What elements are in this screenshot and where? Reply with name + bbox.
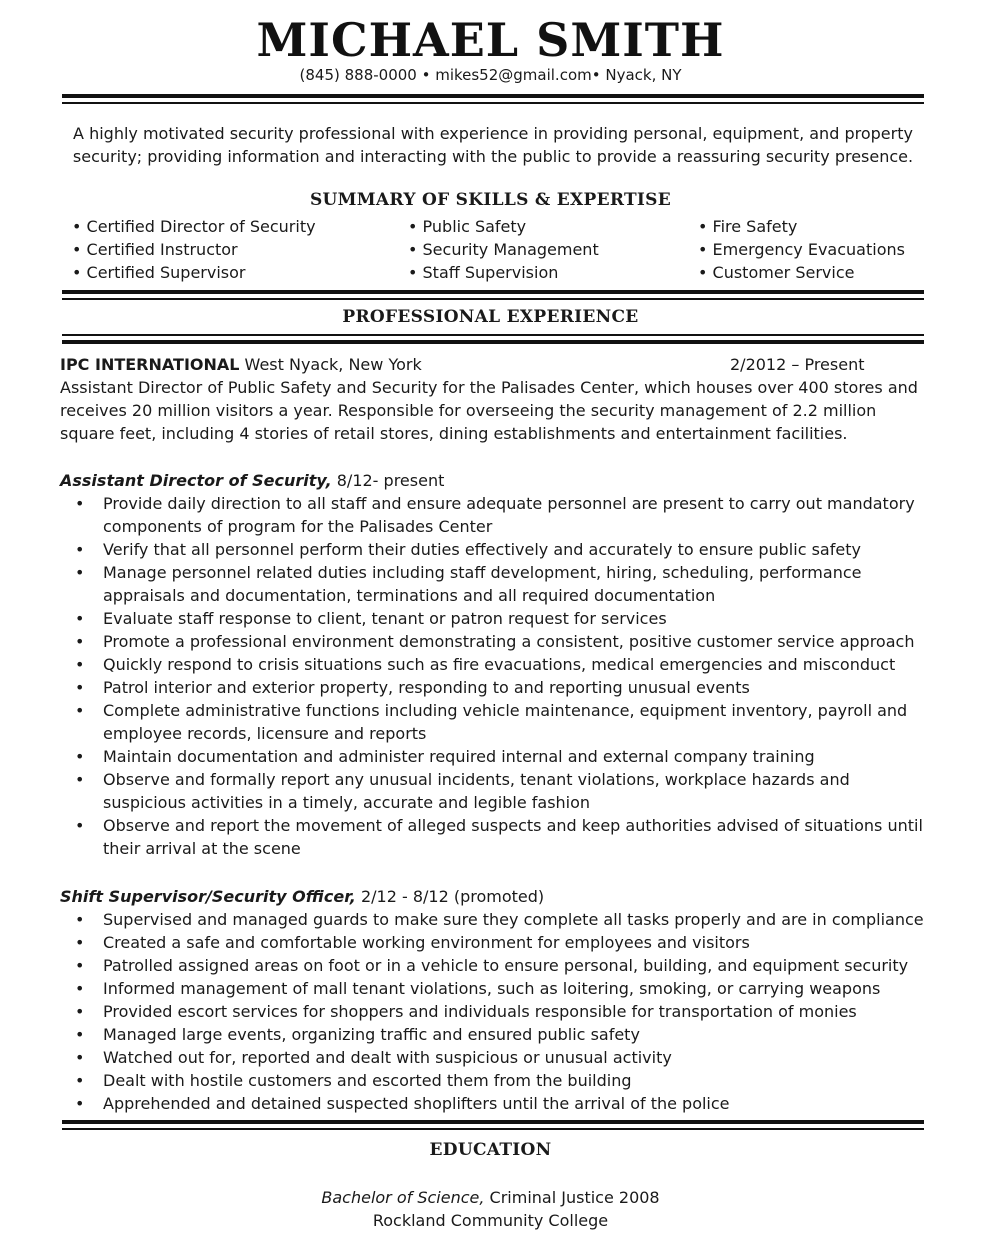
role-heading <box>60 885 544 908</box>
list-item: • Verify that all personnel perform their duties effectively and accurately to ensure public safety <box>75 540 861 559</box>
list-item: • Observe and formally report any unusual incidents, tenant violations, workplace hazards and suspicious activities in a timely, accurate and legible fashion <box>75 770 850 812</box>
list-item: • Patrol interior and exterior property, responding to and reporting unusual events <box>75 678 750 697</box>
list-item: • Created a safe and comfortable working environment for employees and visitors <box>75 933 750 952</box>
role-title: Assistant Director of Security, <box>60 471 332 490</box>
list-item: • Evaluate staff response to client, tenant or patron request for services <box>75 609 667 628</box>
skill-item: • Emergency Evacuations <box>698 240 905 259</box>
school-name: Rockland Community College <box>372 1211 609 1230</box>
education-heading: EDUCATION <box>429 1140 552 1160</box>
role-1-bullets <box>0 492 930 860</box>
company-location: West Nyack, New York <box>239 355 422 374</box>
list-item: • Informed management of mall tenant violations, such as loitering, smoking, or carrying weapons <box>75 979 881 998</box>
education-divider <box>62 1120 924 1130</box>
list-item: • Watched out for, reported and dealt with suspicious or unusual activity <box>75 1048 672 1067</box>
role-dates: 8/12- present <box>331 471 445 490</box>
list-item: • Complete administrative functions including vehicle maintenance, equipment inventory, payroll and employee records, licensure and reports <box>75 701 908 743</box>
degree-field: Criminal Justice 2008 <box>484 1188 660 1207</box>
job-header <box>60 353 924 376</box>
skill-item: • Security Management <box>408 240 599 259</box>
skill-item: • Customer Service <box>698 263 855 282</box>
list-item: • Promote a professional environment demonstrating a consistent, positive customer service approach <box>75 632 915 651</box>
skills-column-3 <box>698 215 905 284</box>
skills-heading: SUMMARY OF SKILLS & EXPERTISE <box>309 190 671 210</box>
list-item: • Dealt with hostile customers and escorted them from the building <box>75 1071 632 1090</box>
experience-top-divider <box>62 290 924 300</box>
skills-column-1 <box>72 215 316 284</box>
profile-summary: A highly motivated security professional with experience in providing personal, equipment, and property security; providing information and interacting with the public to provide a reassuring security presence. <box>72 124 914 166</box>
skill-item: • Staff Supervision <box>408 263 559 282</box>
list-item: • Maintain documentation and administer required internal and external company training <box>75 747 815 766</box>
list-item: • Manage personnel related duties including staff development, hiring, scheduling, performance appraisals and documentation, terminations and all required documentation <box>75 563 862 605</box>
skill-item: • Certified Supervisor <box>72 263 246 282</box>
candidate-name: MICHAEL SMITH <box>256 13 725 67</box>
company-name: IPC INTERNATIONAL <box>60 355 240 374</box>
degree-name: Bachelor of Science, <box>321 1188 485 1207</box>
role-heading <box>60 469 444 492</box>
skill-item: • Public Safety <box>408 217 527 236</box>
list-item: • Observe and report the movement of alleged suspects and keep authorities advised of situations until their arrival at the scene <box>75 816 923 858</box>
list-item: • Supervised and managed guards to make sure they complete all tasks properly and are in compliance <box>75 910 924 929</box>
experience-heading: PROFESSIONAL EXPERIENCE <box>342 307 639 327</box>
role-dates: 2/12 - 8/12 (promoted) <box>355 887 545 906</box>
skill-item: • Fire Safety <box>698 217 798 236</box>
header-divider <box>62 94 924 104</box>
skill-item: • Certified Instructor <box>72 240 238 259</box>
skill-item: • Certified Director of Security <box>72 217 316 236</box>
list-item: • Provide daily direction to all staff and ensure adequate personnel are present to carry out mandatory components of program for the Palisades Center <box>75 494 915 536</box>
list-item: • Provided escort services for shoppers and individuals responsible for transportation of monies <box>75 1002 857 1021</box>
degree-line <box>0 1186 981 1209</box>
skills-column-2 <box>408 215 599 284</box>
contact-line: (845) 888-0000 • mikes52@gmail.com• Nyack, NY <box>299 66 682 84</box>
list-item: • Apprehended and detained suspected shoplifters until the arrival of the police <box>75 1094 730 1113</box>
role-2-bullets <box>0 908 930 1115</box>
list-item: • Patrolled assigned areas on foot or in a vehicle to ensure personal, building, and equipment security <box>75 956 909 975</box>
list-item: • Managed large events, organizing traffic and ensured public safety <box>75 1025 640 1044</box>
role-title: Shift Supervisor/Security Officer, <box>60 887 356 906</box>
job-description: Assistant Director of Public Safety and Security for the Palisades Center, which houses over 400 stores and receives 20 million visitors a year. Responsible for overseeing the security management of 2.2 million square feet, including 4 stories of retail stores, dining establishments and entertainment facilities. <box>60 378 918 443</box>
employment-dates: 2/2012 – Present <box>730 355 865 374</box>
list-item: • Quickly respond to crisis situations such as fire evacuations, medical emergencies and misconduct <box>75 655 896 674</box>
experience-bottom-divider <box>62 334 924 344</box>
